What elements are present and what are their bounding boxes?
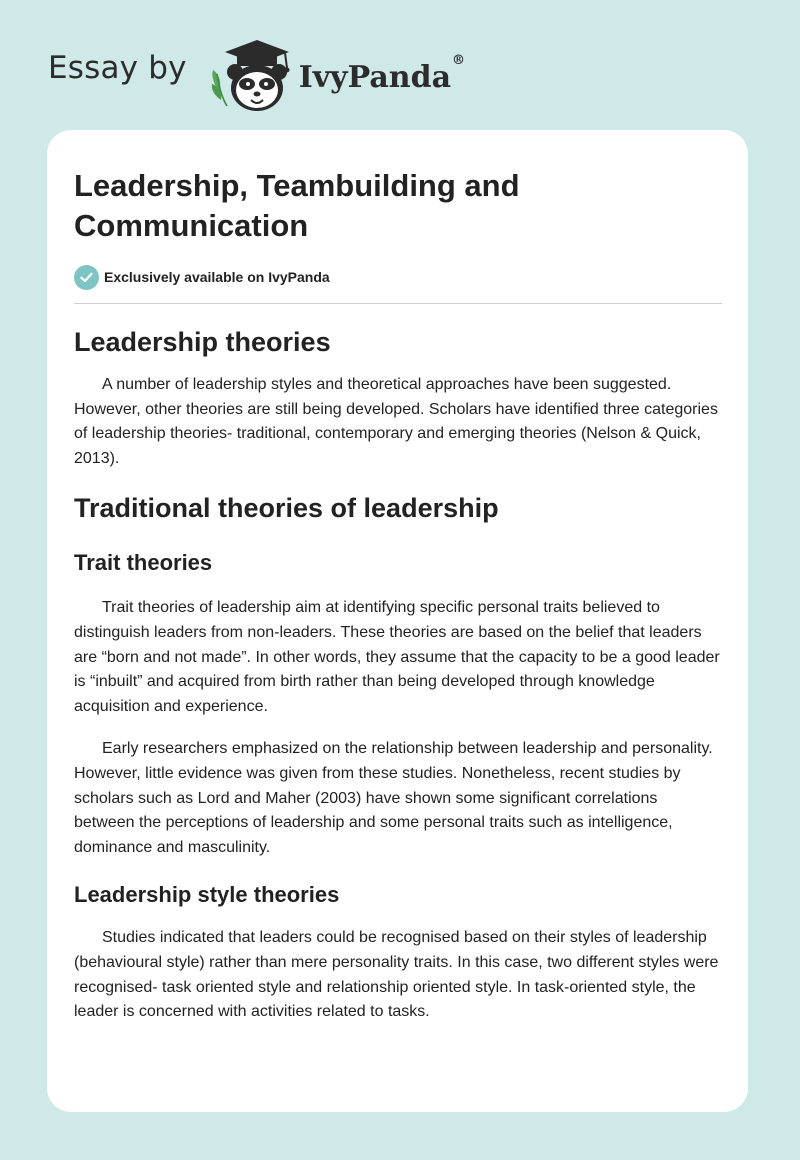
- brand-text: IvyPanda: [298, 59, 452, 95]
- essay-by-label: Essay by: [48, 50, 187, 86]
- section-heading-traditional-theories: Traditional theories of leadership: [74, 493, 499, 524]
- subsection-heading-trait-theories: Trait theories: [74, 550, 213, 576]
- paragraph-leadership-theories: A number of leadership styles and theoretical approaches have been suggested. However, other theories are still being developed. Scholars have identified three categories of leadership theories- traditional, contemporary and emerging theories (Nelson & Quick, 2013).: [74, 376, 718, 467]
- panda-graduate-icon: [205, 34, 297, 114]
- title-line-1: Leadership, Teambuilding and: [74, 168, 520, 203]
- paragraph-leadership-style-theories: Studies indicated that leaders could be recognised based on their styles of leadership (behavioural style) rather than mere personality traits. In this case, two different styles were recognised- task oriented style and relationship oriented style. In task-oriented style, the leader is concerned with activities related to tasks.: [74, 929, 719, 1021]
- section-heading-leadership-theories: Leadership theories: [74, 327, 331, 357]
- paragraph-trait-theories-1: Trait theories of leadership aim at identifying specific personal traits believed to distinguish leaders from non-leaders. These theories are based on the belief that leaders are “born and not made”. In other words, they assume that the capacity to be a good leader is “inbuilt” and acquired from birth rather than being developed through knowledge acquisition and experience.: [74, 599, 720, 715]
- site-header: [48, 34, 465, 114]
- title-line-2: Communication: [74, 208, 309, 243]
- registered-mark: ®: [452, 52, 466, 68]
- exclusive-badge-label: Exclusively available on IvyPanda: [104, 269, 330, 285]
- brand-name: [298, 52, 466, 95]
- title-divider: [74, 303, 722, 304]
- exclusive-badge: [74, 264, 722, 290]
- check-icon: [74, 265, 99, 290]
- paragraph-trait-theories-2: Early researchers emphasized on the relationship between leadership and personality. However, little evidence was given from these studies. Nonetheless, recent studies by scholars such as Lord and Maher (2003) have shown some significant correlations between the perceptions of leadership and some personal traits such as intelligence, dominance and masculinity.: [74, 740, 713, 856]
- essay-card: [47, 130, 748, 1112]
- leaf-icon: [212, 70, 227, 106]
- page-title: [74, 166, 722, 246]
- subsection-heading-leadership-style-theories: Leadership style theories: [74, 882, 340, 908]
